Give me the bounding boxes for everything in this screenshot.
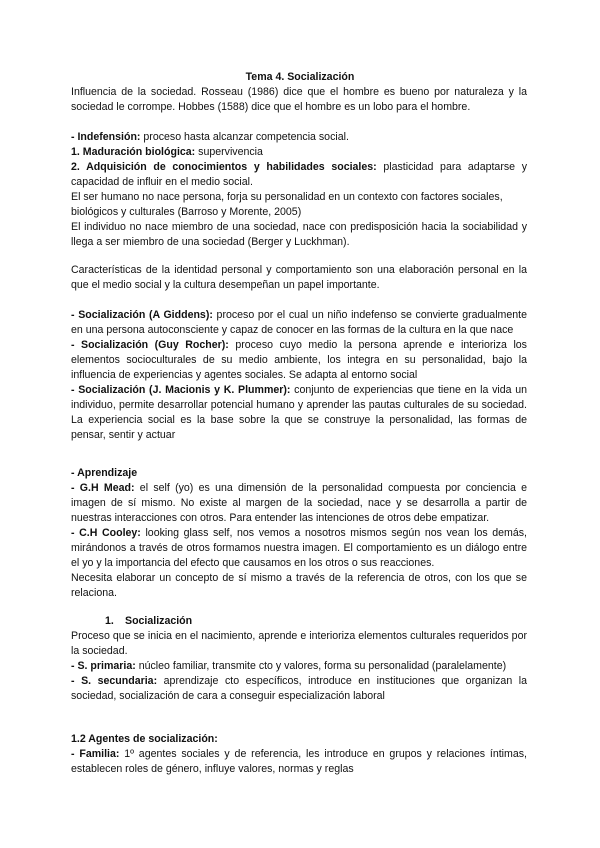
cooley-text: looking glass self, nos vemos a nosotros mismos según nos vean los demás, mirándonos a través de otros formamos nuestra imagen. El comportamiento es un diálogo entre el yo y la importancia del efecto que causamos en los otros o sus reacciones. <box>71 527 527 569</box>
aprendizaje-section <box>71 466 527 601</box>
secundaria-line <box>71 674 527 704</box>
agentes-heading: 1.2 Agentes de socialización: <box>71 733 218 745</box>
macionis-text: conjunto de experiencias que tiene en la vida un individuo, permite desarrollar potencial humano y aprender las pautas culturales de su sociedad. La experiencia social es la base sobre la que se construye la personalidad, las formas de pensar, sentir y actuar <box>71 384 528 441</box>
adquisicion-label: 2. Adquisición de conocimientos y habilidades sociales: <box>71 161 377 173</box>
section-number: 1. <box>105 615 114 627</box>
primaria-text: núcleo familiar, transmite cto y valores, forma su personalidad (paralelamente) <box>135 660 507 672</box>
indefension-line <box>71 130 527 145</box>
socializacion-heading <box>71 614 527 629</box>
necesita-paragraph: Necesita elaborar un concepto de sí mismo a través de la referencia de otros, con los que se relaciona. <box>71 572 527 599</box>
maduracion-text: supervivencia <box>195 146 263 158</box>
mead-paragraph <box>71 481 527 526</box>
giddens-text: proceso por el cual un niño indefenso se convierte gradualmente en una persona autoconsciente y capaz de conocer en las formas de la cultura en la que nace <box>71 309 527 336</box>
mead-label: - G.H Mead: <box>71 482 135 494</box>
individuo-line: El individuo no nace miembro de una sociedad, nace con predisposición hacia la sociabilidad y llega a ser miembro de una sociedad (Berger y Luckhman). <box>71 221 527 248</box>
mead-text: el self (yo) es una dimensión de la personalidad compuesta por conciencia e imagen de sí mismo. No existe al margen de la sociedad, nace y se desarrolla a partir de nuestras interacciones con otros. Para entender las intenciones de otros debe empatizar. <box>71 482 528 524</box>
indefension-text: proceso hasta alcanzar competencia social. <box>140 131 349 143</box>
macionis-definition <box>71 383 527 443</box>
giddens-label: - Socialización (A Giddens): <box>71 309 213 321</box>
indefension-label: - Indefensión: <box>71 131 141 143</box>
page-title: Tema 4. Socialización <box>245 71 355 83</box>
rocher-text: proceso cuyo medio la persona aprende e interioriza los elementos socioculturales de su medio ambiente, los integra en su personalidad, bajo la influencia de experiencias y agentes sociales. Se adapta al entorno social <box>71 339 527 381</box>
primaria-line <box>71 659 527 674</box>
rocher-label: - Socialización (Guy Rocher): <box>71 339 229 351</box>
aprendizaje-heading: - Aprendizaje <box>71 467 138 479</box>
definitions-section <box>71 308 527 443</box>
agentes-section <box>71 732 527 777</box>
secundaria-text: aprendizaje cto específicos, introduce en instituciones que organizan la sociedad, socialización de cara a conseguir especialización laboral <box>71 675 527 702</box>
familia-line <box>71 747 527 777</box>
adquisicion-text: plasticidad para adaptarse y capacidad de influir en el medio social. <box>71 161 527 188</box>
giddens-definition <box>71 308 527 338</box>
socializacion-heading-text: Socialización <box>125 615 193 627</box>
familia-label: - Familia: <box>71 748 120 760</box>
maduracion-line <box>71 145 527 160</box>
familia-text: 1º agentes sociales y de referencia, les introduce en grupos y relaciones íntimas, establecen roles de género, influye valores, normas y reglas <box>71 748 527 775</box>
cooley-label: - C.H Cooley: <box>71 527 141 539</box>
secundaria-label: - S. secundaria: <box>71 675 158 687</box>
caracteristicas-paragraph: Características de la identidad personal y comportamiento son una elaboración personal en la que el medio social y la cultura desempeñan un papel importante. <box>71 264 527 291</box>
adquisicion-line <box>71 160 527 190</box>
cooley-paragraph <box>71 526 527 571</box>
indefension-section <box>71 130 527 250</box>
socializacion-text: Proceso que se inicia en el nacimiento, aprende e interioriza elementos culturales requeridos por la sociedad. <box>71 630 527 657</box>
ser-humano-line: El ser humano no nace persona, forja su personalidad en un contexto con factores sociales, biológicos y culturales (Barroso y Morente, 2005) <box>71 191 503 218</box>
intro-paragraph: Influencia de la sociedad. Rosseau (1986) dice que el hombre es bueno por naturaleza y la sociedad le corrompe. Hobbes (1588) dice que el hombre es un lobo para el hombre. <box>71 86 527 113</box>
macionis-label: - Socialización (J. Macionis y K. Plummer): <box>71 384 291 396</box>
rocher-definition <box>71 338 527 383</box>
socializacion-section <box>71 614 527 704</box>
primaria-label: - S. primaria: <box>71 660 136 672</box>
maduracion-label: 1. Maduración biológica: <box>71 146 196 158</box>
